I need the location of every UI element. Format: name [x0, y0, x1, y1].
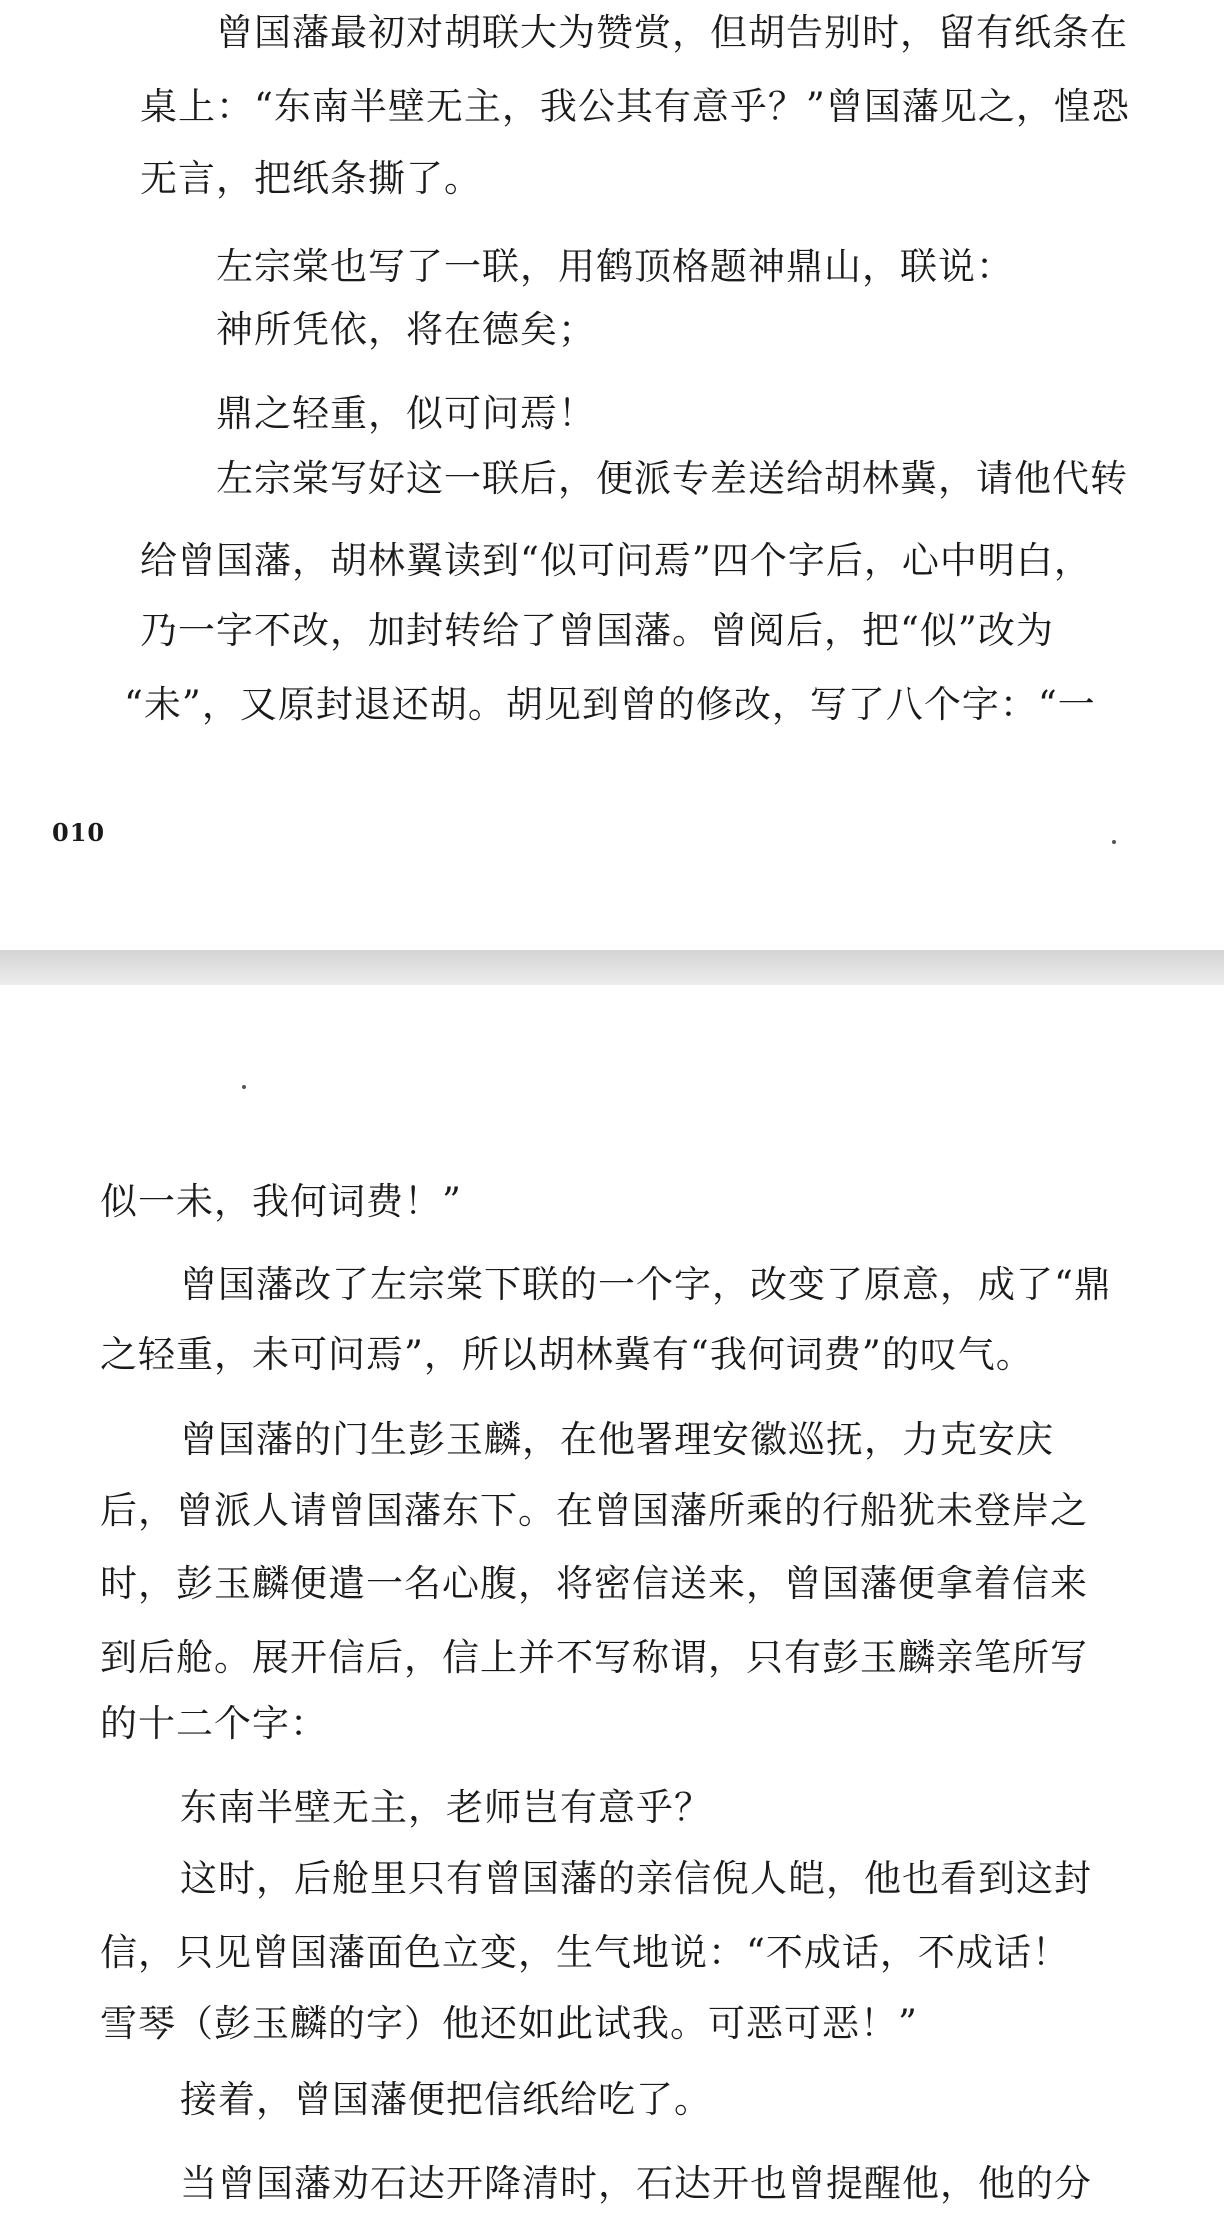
text-line: 左宗棠也写了一联，用鹤顶格题神鼎山，联说：	[216, 245, 1014, 288]
text-line: 接着，曾国藩便把信纸给吃了。	[180, 2078, 712, 2121]
text-line: 给曾国藩，胡林翼读到“似可问焉”四个字后，心中明白，	[140, 539, 1092, 582]
text-line: 鼎之轻重，似可问焉！	[216, 392, 596, 435]
text-line: 信，只见曾国藩面色立变，生气地说：“不成话，不成话！	[100, 1931, 1070, 1974]
text-line: 乃一字不改，加封转给了曾国藩。曾阅后，把“似”改为	[140, 609, 1054, 652]
top-page	[0, 0, 1224, 950]
text-line: 之轻重，未可问焉”，所以胡林冀有“我何词费”的叹气。	[100, 1333, 1034, 1376]
text-line: 这时，后舱里只有曾国藩的亲信倪人皑，他也看到这封	[180, 1857, 1092, 1900]
text-line: 曾国藩改了左宗棠下联的一个字，改变了原意，成了“鼎	[180, 1263, 1112, 1306]
text-line: 东南半壁无主，老师岂有意乎？	[180, 1786, 712, 1829]
scan-speck	[1112, 840, 1116, 844]
text-line: 到后舱。展开信后，信上并不写称谓，只有彭玉麟亲笔所写	[100, 1636, 1088, 1679]
bottom-page	[0, 985, 1224, 2236]
page-gap	[0, 950, 1224, 985]
text-line: 当曾国藩劝石达开降清时，石达开也曾提醒他，他的分	[180, 2162, 1092, 2205]
scan-speck	[242, 1085, 246, 1089]
text-line: 时，彭玉麟便遣一名心腹，将密信送来，曾国藩便拿着信来	[100, 1562, 1088, 1605]
text-line: 左宗棠写好这一联后，便派专差送给胡林冀，请他代转	[216, 457, 1128, 500]
text-line: 的十二个字：	[100, 1702, 328, 1745]
text-line: 后，曾派人请曾国藩东下。在曾国藩所乘的行船犹未登岸之	[100, 1489, 1088, 1532]
text-line: 似一未，我何词费！”	[100, 1180, 462, 1223]
text-line: 无言，把纸条撕了。	[140, 157, 482, 200]
page-number: 010	[52, 818, 106, 847]
text-line: 桌上：“东南半壁无主，我公其有意乎？”曾国藩见之，惶恐	[140, 85, 1130, 128]
text-line: 神所凭依，将在德矣；	[216, 308, 596, 351]
text-line: 曾国藩最初对胡联大为赞赏，但胡告别时，留有纸条在	[216, 11, 1128, 54]
text-line: 雪琴（彭玉麟的字）他还如此试我。可恶可恶！”	[100, 2002, 918, 2045]
text-line: 曾国藩的门生彭玉麟，在他署理安徽巡抚，力克安庆	[180, 1418, 1054, 1461]
text-line: “未”，又原封退还胡。胡见到曾的修改，写了八个字：“一	[124, 683, 1096, 726]
